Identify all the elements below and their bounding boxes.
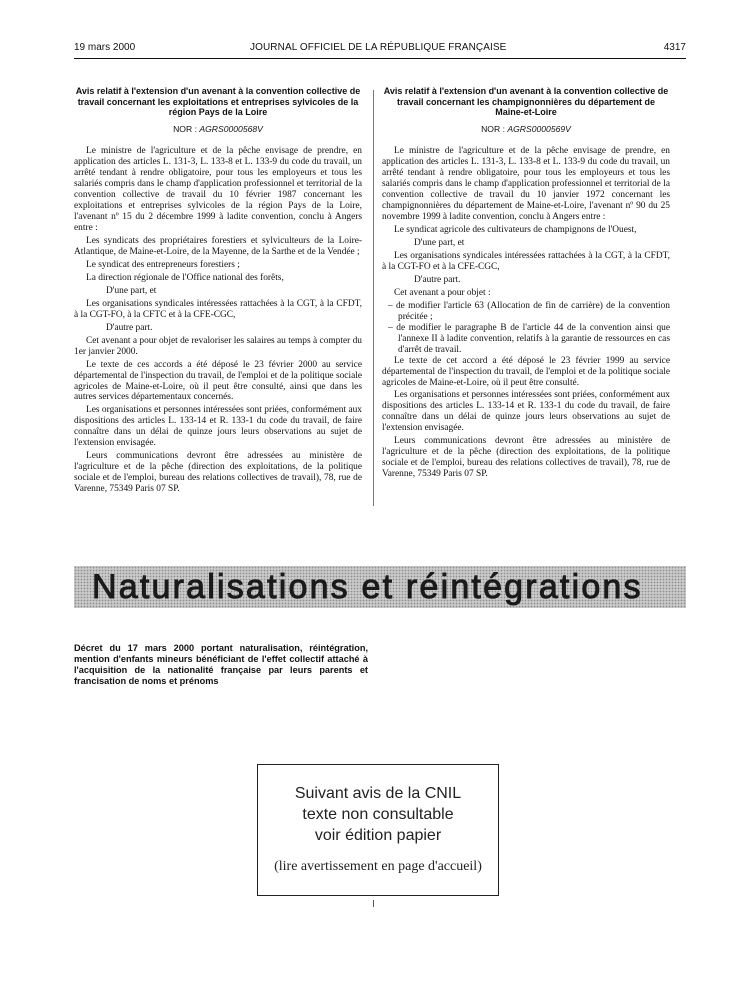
- right-notice-title: Avis relatif à l'extension d'un avenant à la convention collective de travail concernant les champignonnières du département de Maine-et-Loire: [383, 86, 669, 117]
- left-party-4: Les organisations syndicales intéressées rattachées à la CGT, à la CFDT, à la CGT-FO, à la CFTC et à la CFE-CGC,: [74, 298, 362, 320]
- section-banner-title: Naturalisations et réintégrations: [92, 568, 643, 606]
- section-banner: [74, 566, 686, 608]
- right-notice: [382, 86, 670, 482]
- right-avis-paragraph: Les organisations et personnes intéressées sont priées, conformément aux dispositions des articles L. 133-14 et R. 133-1 du code du travail, de faire connaître dans un délai de quinze jours leurs observations au sujet de l'extension envisagée.: [382, 390, 670, 434]
- nor-code: AGRS0000568V: [199, 123, 263, 134]
- left-avis-paragraph: Les organisations et personnes intéressées sont priées, conformément aux dispositions des articles L. 133-14 et R. 133-1 du code du travail, de faire connaître dans un délai de quinze jours leurs observations au sujet de l'extension envisagée.: [74, 405, 362, 449]
- column-divider: [373, 90, 374, 506]
- nor-label: NOR :: [173, 123, 197, 134]
- cnil-line-1: Suivant avis de la CNIL: [294, 785, 462, 802]
- right-intro-paragraph: Le ministre de l'agriculture et de la pêche envisage de prendre, en application des articles L. 131-3, L. 133-8 et L. 133-9 du code du travail, un arrêté tendant à rendre obligatoire, pour tous les employeurs et tous les salariés compris dans le champ d'application professionnel et territorial de la convention collective de travail du 10 janvier 1972 concernant les champignonnières du département de Maine-et-Loire, l'avenant nº 90 du 25 novembre 1999 à ladite convention, conclu à Angers entre :: [382, 146, 670, 223]
- right-objet-item-1: – de modifier l'article 63 (Allocation de fin de carrière) de la convention précitée ;: [388, 300, 670, 322]
- page-header: [74, 42, 686, 56]
- left-depot-paragraph: Le texte de ces accords a été déposé le 23 février 2000 au service départemental de l'inspection du travail, de l'emploi et de la politique sociale agricoles de Maine-et-Loire, où il peut être consulté, ainsi que dans les autres services départementaux concernés.: [74, 359, 362, 403]
- nor-label: NOR :: [481, 123, 505, 134]
- right-objet-intro: Cet avenant a pour objet :: [394, 287, 491, 298]
- right-party-2: Les organisations syndicales intéressées rattachées à la CGT, à la CFDT, à la CGT-FO et à la CFE-CGC,: [382, 251, 670, 272]
- left-notice-title: Avis relatif à l'extension d'un avenant à la convention collective de travail concernant les exploitations et entreprises sylvicoles de la région Pays de la Loire: [75, 86, 361, 117]
- issue-date: 19 mars 2000: [74, 42, 136, 53]
- left-communications-paragraph: Leurs communications devront être adressées au ministère de l'agriculture et de la pêche (direction des exploitations, de la politique sociale et de l'emploi, bureau des relations collectives de travail), 78, rue de Varenne, 75349 Paris 07 SP.: [74, 451, 362, 495]
- left-autre-part: D'autre part.: [106, 322, 153, 333]
- left-party-2: Le syndicat des entrepreneurs forestiers ;: [86, 259, 240, 270]
- bottom-tick-mark: [373, 900, 374, 907]
- page-number: 4317: [663, 42, 686, 53]
- right-nor-reference: [382, 124, 670, 135]
- right-party-1: Le syndicat agricole des cultivateurs de champignons de l'Ouest,: [394, 225, 637, 236]
- nor-code: AGRS0000569V: [507, 123, 571, 134]
- decret-title: Décret du 17 mars 2000 portant naturalisation, réintégration, mention d'enfants mineurs bénéficiant de l'effet collectif attaché à l'acquisition de la nationalité française par leurs parents et francisation de noms et prénoms: [74, 643, 368, 686]
- left-une-part: D'une part, et: [106, 285, 157, 296]
- left-party-3: La direction régionale de l'Office national des forêts,: [86, 272, 284, 283]
- right-communications-paragraph: Leurs communications devront être adressées au ministère de l'agriculture et de la pêche (direction des exploitations, de la politique sociale et de l'emploi, bureau des relations collectives de travail), 78, rue de Varenne, 75349 Paris 07 SP.: [382, 436, 670, 480]
- cnil-notice-box: [257, 764, 499, 896]
- right-une-part: D'une part, et: [414, 238, 465, 249]
- cnil-line-2: texte non consultable: [302, 806, 454, 823]
- right-objet-item-2: – de modifier le paragraphe B de l'article 44 de la convention ainsi que l'annexe II à ladite convention, relatifs à la garantie de ressources en cas d'arrêt de travail.: [388, 322, 670, 355]
- left-notice: [74, 86, 362, 497]
- left-intro-paragraph: Le ministre de l'agriculture et de la pêche envisage de prendre, en application des articles L. 131-3, L. 133-8 et L. 133-9 du code du travail, un arrêté tendant à rendre obligatoire, pour tous les employeurs et tous les salariés compris dans le champ d'application professionnel et territorial de la convention collective de travail du 10 février 1987 concernant les exploitations et entreprises sylvicoles de la région Pays de la Loire, l'avenant nº 15 du 2 décembre 1999 à ladite convention, conclu à Angers entre :: [74, 146, 362, 234]
- header-rule: [74, 58, 686, 59]
- cnil-line-3: voir édition papier: [314, 827, 442, 844]
- cnil-note: (lire avertissement en page d'accueil): [274, 859, 482, 874]
- right-autre-part: D'autre part.: [414, 274, 461, 285]
- right-depot-paragraph: Le texte de cet accord a été déposé le 23 février 1999 au service départemental de l'inspection du travail, de l'emploi et de la politique sociale agricoles de Maine-et-Loire, où il peut être consulté.: [382, 355, 670, 388]
- left-objet-paragraph: Cet avenant a pour objet de revaloriser les salaires au temps à compter du 1er janvier 2000.: [74, 335, 362, 357]
- journal-title: JOURNAL OFFICIEL DE LA RÉPUBLIQUE FRANÇAISE: [250, 42, 507, 53]
- left-nor-reference: [74, 124, 362, 135]
- left-party-1: Les syndicats des propriétaires forestiers et sylviculteurs de la Loire-Atlantique, de Maine-et-Loire, de la Mayenne, de la Sarthe et de la Vendée ;: [74, 236, 362, 258]
